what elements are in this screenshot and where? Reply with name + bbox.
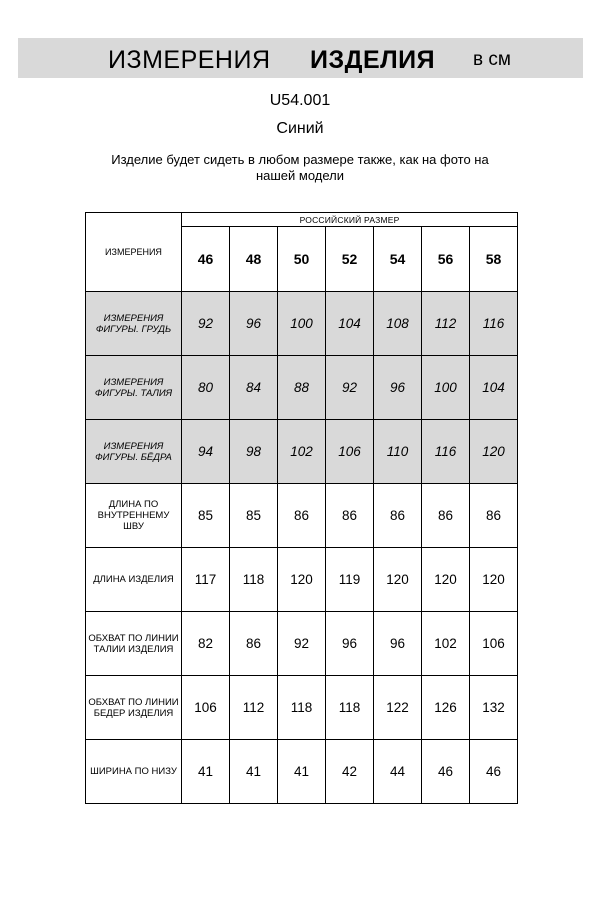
- value-cell: 96: [374, 612, 422, 676]
- size-header: 46: [182, 227, 230, 292]
- row-label: ШИРИНА ПО НИЗУ: [86, 740, 182, 804]
- value-cell: 94: [182, 420, 230, 484]
- value-cell: 132: [470, 676, 518, 740]
- product-color: Синий: [276, 120, 324, 137]
- table-row: [86, 612, 518, 676]
- size-header: 58: [470, 227, 518, 292]
- value-cell: 86: [326, 484, 374, 548]
- value-cell: 117: [182, 548, 230, 612]
- value-cell: 92: [326, 356, 374, 420]
- row-label: ДЛИНА ИЗДЕЛИЯ: [86, 548, 182, 612]
- value-cell: 106: [470, 612, 518, 676]
- fit-note: Изделие будет сидеть в любом размере также, как на фото на нашей модели: [111, 152, 489, 183]
- value-cell: 42: [326, 740, 374, 804]
- size-header: 54: [374, 227, 422, 292]
- value-cell: 110: [374, 420, 422, 484]
- value-cell: 108: [374, 292, 422, 356]
- product-code: U54.001: [269, 92, 331, 109]
- value-cell: 86: [422, 484, 470, 548]
- title-banner: [18, 38, 583, 78]
- table-row: [86, 292, 518, 356]
- value-cell: 112: [422, 292, 470, 356]
- size-header: 52: [326, 227, 374, 292]
- value-cell: 86: [230, 612, 278, 676]
- value-cell: 119: [326, 548, 374, 612]
- value-cell: 102: [278, 420, 326, 484]
- size-table: [85, 212, 518, 804]
- table-row: [86, 548, 518, 612]
- value-cell: 120: [470, 420, 518, 484]
- value-cell: 85: [182, 484, 230, 548]
- value-cell: 82: [182, 612, 230, 676]
- value-cell: 120: [422, 548, 470, 612]
- value-cell: 84: [230, 356, 278, 420]
- row-label: ИЗМЕРЕНИЯ ФИГУРЫ. БЁДРА: [86, 420, 182, 484]
- value-cell: 120: [374, 548, 422, 612]
- table-row: [86, 420, 518, 484]
- table-row: [86, 356, 518, 420]
- value-cell: 88: [278, 356, 326, 420]
- size-header: 50: [278, 227, 326, 292]
- value-cell: 80: [182, 356, 230, 420]
- value-cell: 116: [470, 292, 518, 356]
- value-cell: 122: [374, 676, 422, 740]
- value-cell: 85: [230, 484, 278, 548]
- value-cell: 86: [374, 484, 422, 548]
- value-cell: 120: [470, 548, 518, 612]
- table-row: [86, 484, 518, 548]
- value-cell: 126: [422, 676, 470, 740]
- value-cell: 106: [182, 676, 230, 740]
- value-cell: 106: [326, 420, 374, 484]
- value-cell: 116: [422, 420, 470, 484]
- value-cell: 46: [422, 740, 470, 804]
- value-cell: 104: [470, 356, 518, 420]
- value-cell: 102: [422, 612, 470, 676]
- title-measurements: ИЗМЕРЕНИЯ: [108, 46, 271, 74]
- table-row: [86, 676, 518, 740]
- row-label: ОБХВАТ ПО ЛИНИИ БЕДЕР ИЗДЕЛИЯ: [86, 676, 182, 740]
- size-header: 56: [422, 227, 470, 292]
- corner-label: ИЗМЕРЕНИЯ: [86, 213, 182, 292]
- value-cell: 96: [326, 612, 374, 676]
- value-cell: 100: [422, 356, 470, 420]
- value-cell: 41: [182, 740, 230, 804]
- value-cell: 92: [278, 612, 326, 676]
- value-cell: 100: [278, 292, 326, 356]
- value-cell: 96: [230, 292, 278, 356]
- value-cell: 86: [278, 484, 326, 548]
- row-label: ИЗМЕРЕНИЯ ФИГУРЫ. ГРУДЬ: [86, 292, 182, 356]
- table-row: [86, 740, 518, 804]
- title-product: ИЗДЕЛИЯ: [310, 46, 436, 74]
- row-label: ДЛИНА ПО ВНУТРЕННЕМУ ШВУ: [86, 484, 182, 548]
- value-cell: 41: [230, 740, 278, 804]
- size-system-label: РОССИЙСКИЙ РАЗМЕР: [182, 213, 518, 227]
- value-cell: 98: [230, 420, 278, 484]
- value-cell: 86: [470, 484, 518, 548]
- value-cell: 112: [230, 676, 278, 740]
- value-cell: 92: [182, 292, 230, 356]
- title-unit: в см: [473, 49, 511, 70]
- value-cell: 44: [374, 740, 422, 804]
- value-cell: 46: [470, 740, 518, 804]
- value-cell: 118: [230, 548, 278, 612]
- value-cell: 104: [326, 292, 374, 356]
- row-label: ИЗМЕРЕНИЯ ФИГУРЫ. ТАЛИЯ: [86, 356, 182, 420]
- row-label: ОБХВАТ ПО ЛИНИИ ТАЛИИ ИЗДЕЛИЯ: [86, 612, 182, 676]
- value-cell: 41: [278, 740, 326, 804]
- value-cell: 120: [278, 548, 326, 612]
- size-header: 48: [230, 227, 278, 292]
- value-cell: 118: [326, 676, 374, 740]
- value-cell: 118: [278, 676, 326, 740]
- value-cell: 96: [374, 356, 422, 420]
